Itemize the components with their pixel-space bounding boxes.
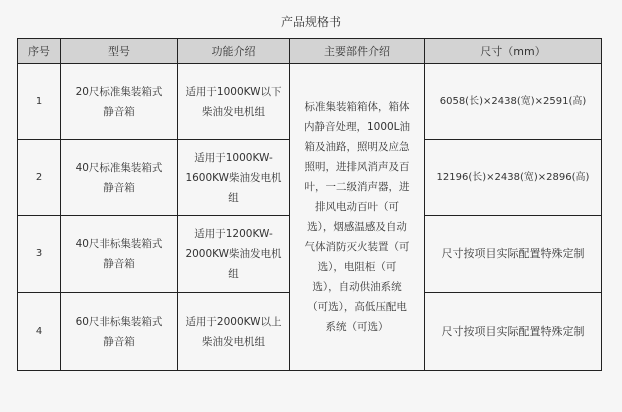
function-cell: [178, 140, 290, 216]
function-line: 2000KW柴油发电机: [185, 248, 282, 260]
function-line: 柴油发电机组: [202, 105, 265, 118]
header-seq: 序号: [18, 39, 61, 64]
parts-line: 标准集装箱箱体，箱体: [304, 101, 410, 113]
parts-cell: [290, 64, 425, 371]
seq-cell: 2: [18, 140, 61, 216]
header-model: 型号: [61, 39, 178, 64]
size-cell: 12196(长)×2438(宽)×2896(高): [425, 140, 602, 216]
parts-line: 气体消防灭火装置（可: [304, 241, 410, 253]
model-line: 静音箱: [103, 258, 135, 270]
model-line: 静音箱: [103, 105, 135, 118]
model-cell: [61, 140, 178, 216]
spec-table: [17, 38, 602, 371]
function-line: 柴油发电机组: [202, 335, 265, 348]
header-function: 功能介绍: [178, 39, 290, 64]
function-line: 适用于1200KW-: [194, 228, 273, 240]
function-cell: [178, 216, 290, 293]
parts-line: 选），自动供油系统: [312, 281, 402, 293]
model-line: 20尺标准集装箱式: [75, 85, 163, 98]
function-line: 适用于2000KW以上: [185, 315, 282, 328]
parts-line: 箱及油路，照明及应急: [304, 141, 410, 153]
seq-cell: 3: [18, 216, 61, 293]
parts-line: 选），烟感温感及自动: [307, 221, 407, 233]
page-title: 产品规格书: [280, 15, 341, 29]
model-line: 40尺标准集装箱式: [75, 161, 163, 174]
header-row: [18, 39, 602, 64]
size-cell: 尺寸按项目实际配置特殊定制: [425, 216, 602, 293]
function-cell: [178, 293, 290, 371]
table-row: [18, 64, 602, 140]
seq-cell: 4: [18, 293, 61, 371]
function-line: 组: [228, 191, 239, 204]
parts-line: 内静音处理，1000L油: [303, 121, 411, 133]
size-cell: 6058(长)×2438(宽)×2591(高): [425, 64, 602, 140]
parts-line: （可选），高低压配电: [307, 301, 407, 313]
parts-line: 排风电动百叶（可: [315, 201, 399, 213]
function-line: 适用于1000KW以下: [185, 85, 282, 98]
model-cell: [61, 293, 178, 371]
function-cell: [178, 64, 290, 140]
model-cell: [61, 216, 178, 293]
parts-line: 选），电阻柜（可: [317, 261, 397, 273]
model-line: 静音箱: [103, 181, 135, 194]
size-cell: 尺寸按项目实际配置特殊定制: [425, 293, 602, 371]
model-cell: [61, 64, 178, 140]
parts-line: 照明，进排风消声及百: [304, 161, 410, 173]
parts-line: 叶，一二级消声器，进: [304, 181, 410, 193]
model-line: 静音箱: [103, 335, 135, 348]
function-line: 组: [228, 268, 239, 280]
function-line: 1600KW柴油发电机: [185, 171, 282, 184]
parts-line: 系统（可选）: [325, 321, 389, 333]
model-line: 40尺非标集装箱式: [75, 238, 163, 250]
header-parts: 主要部件介绍: [290, 39, 425, 64]
header-size: 尺寸（mm）: [425, 39, 602, 64]
function-line: 适用于1000KW-: [194, 151, 273, 164]
seq-cell: 1: [18, 64, 61, 140]
model-line: 60尺非标集装箱式: [75, 315, 163, 328]
